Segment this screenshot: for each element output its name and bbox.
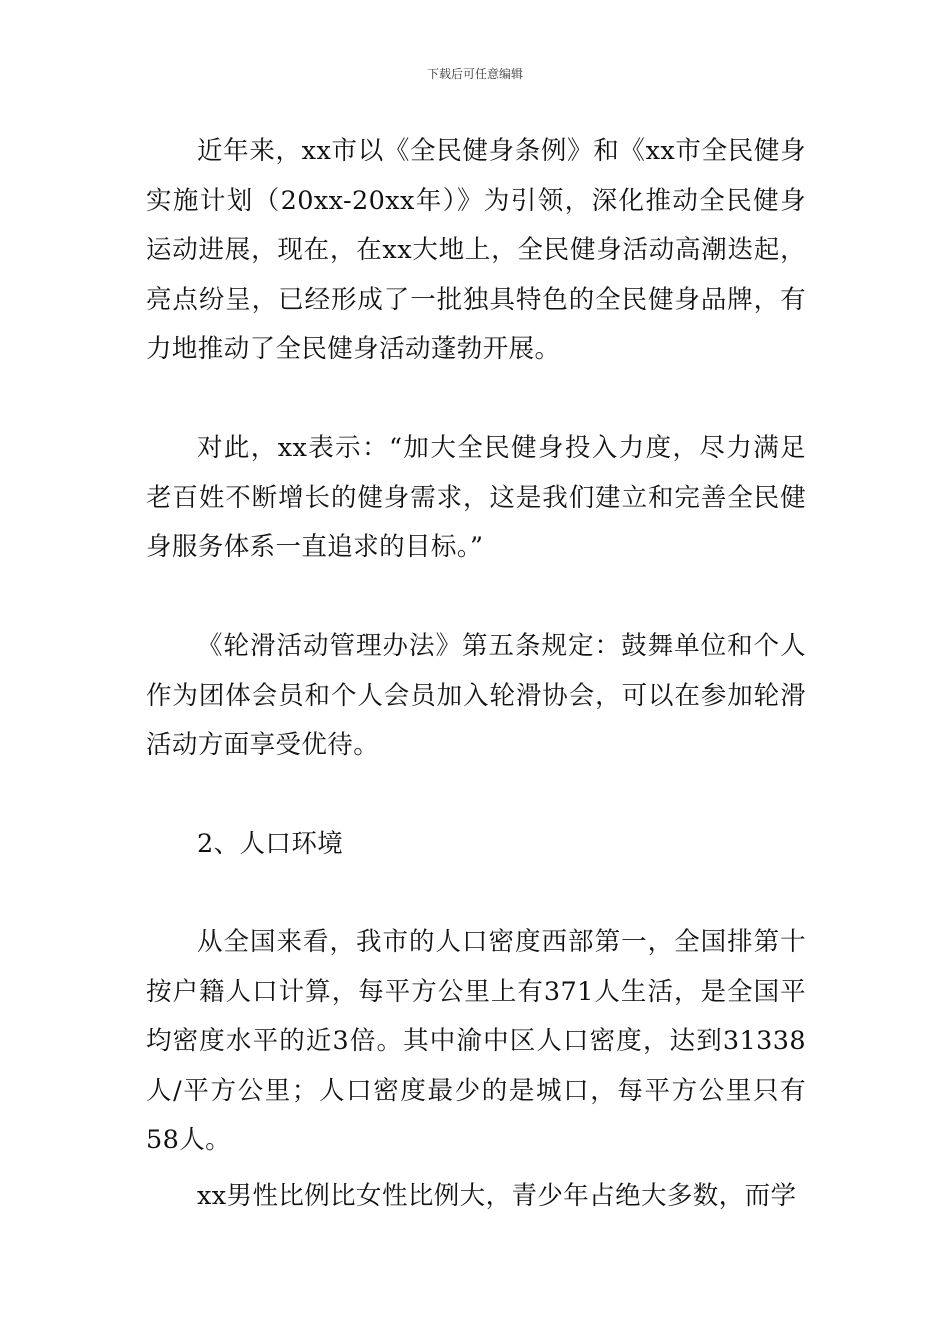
paragraph-gender-ratio: xx男性比例比女性比例大，青少年占绝大多数，而学	[197, 1181, 797, 1211]
paragraph-quote: 对此，xx表示：“加大全民健身投入力度，尽力满足老百姓不断增长的健身需求，这是我们建立和完善全民健身服务体系一直追求的目标。”	[146, 433, 806, 562]
section-heading-population: 2、人口环境	[197, 829, 344, 859]
paragraph-skating-regulation: 《轮滑活动管理办法》第五条规定：鼓舞单位和个人作为团体会员和个人会员加入轮滑协会，可以在参加轮滑活动方面享受优待。	[146, 631, 806, 760]
paragraph-fitness-campaign: 近年来，xx市以《全民健身条例》和《xx市全民健身实施计划（20xx-20xx年）》为引领，深化推动全民健身运动进展，现在，在xx大地上，全民健身活动高潮迭起，亮点纷呈，已经形成了一批独具特色的全民健身品牌，有力地推动了全民健身活动蓬勃开展。	[146, 136, 806, 364]
paragraph-population-density: 从全国来看，我市的人口密度西部第一，全国排第十按户籍人口计算，每平方公里上有371人生活，是全国平均密度水平的近3倍。其中渝中区人口密度，达到31338人/平方公里；人口密度最少的是城口，每平方公里只有58人。	[146, 927, 806, 1155]
page-header-note: 下载后可任意编辑	[426, 67, 523, 81]
